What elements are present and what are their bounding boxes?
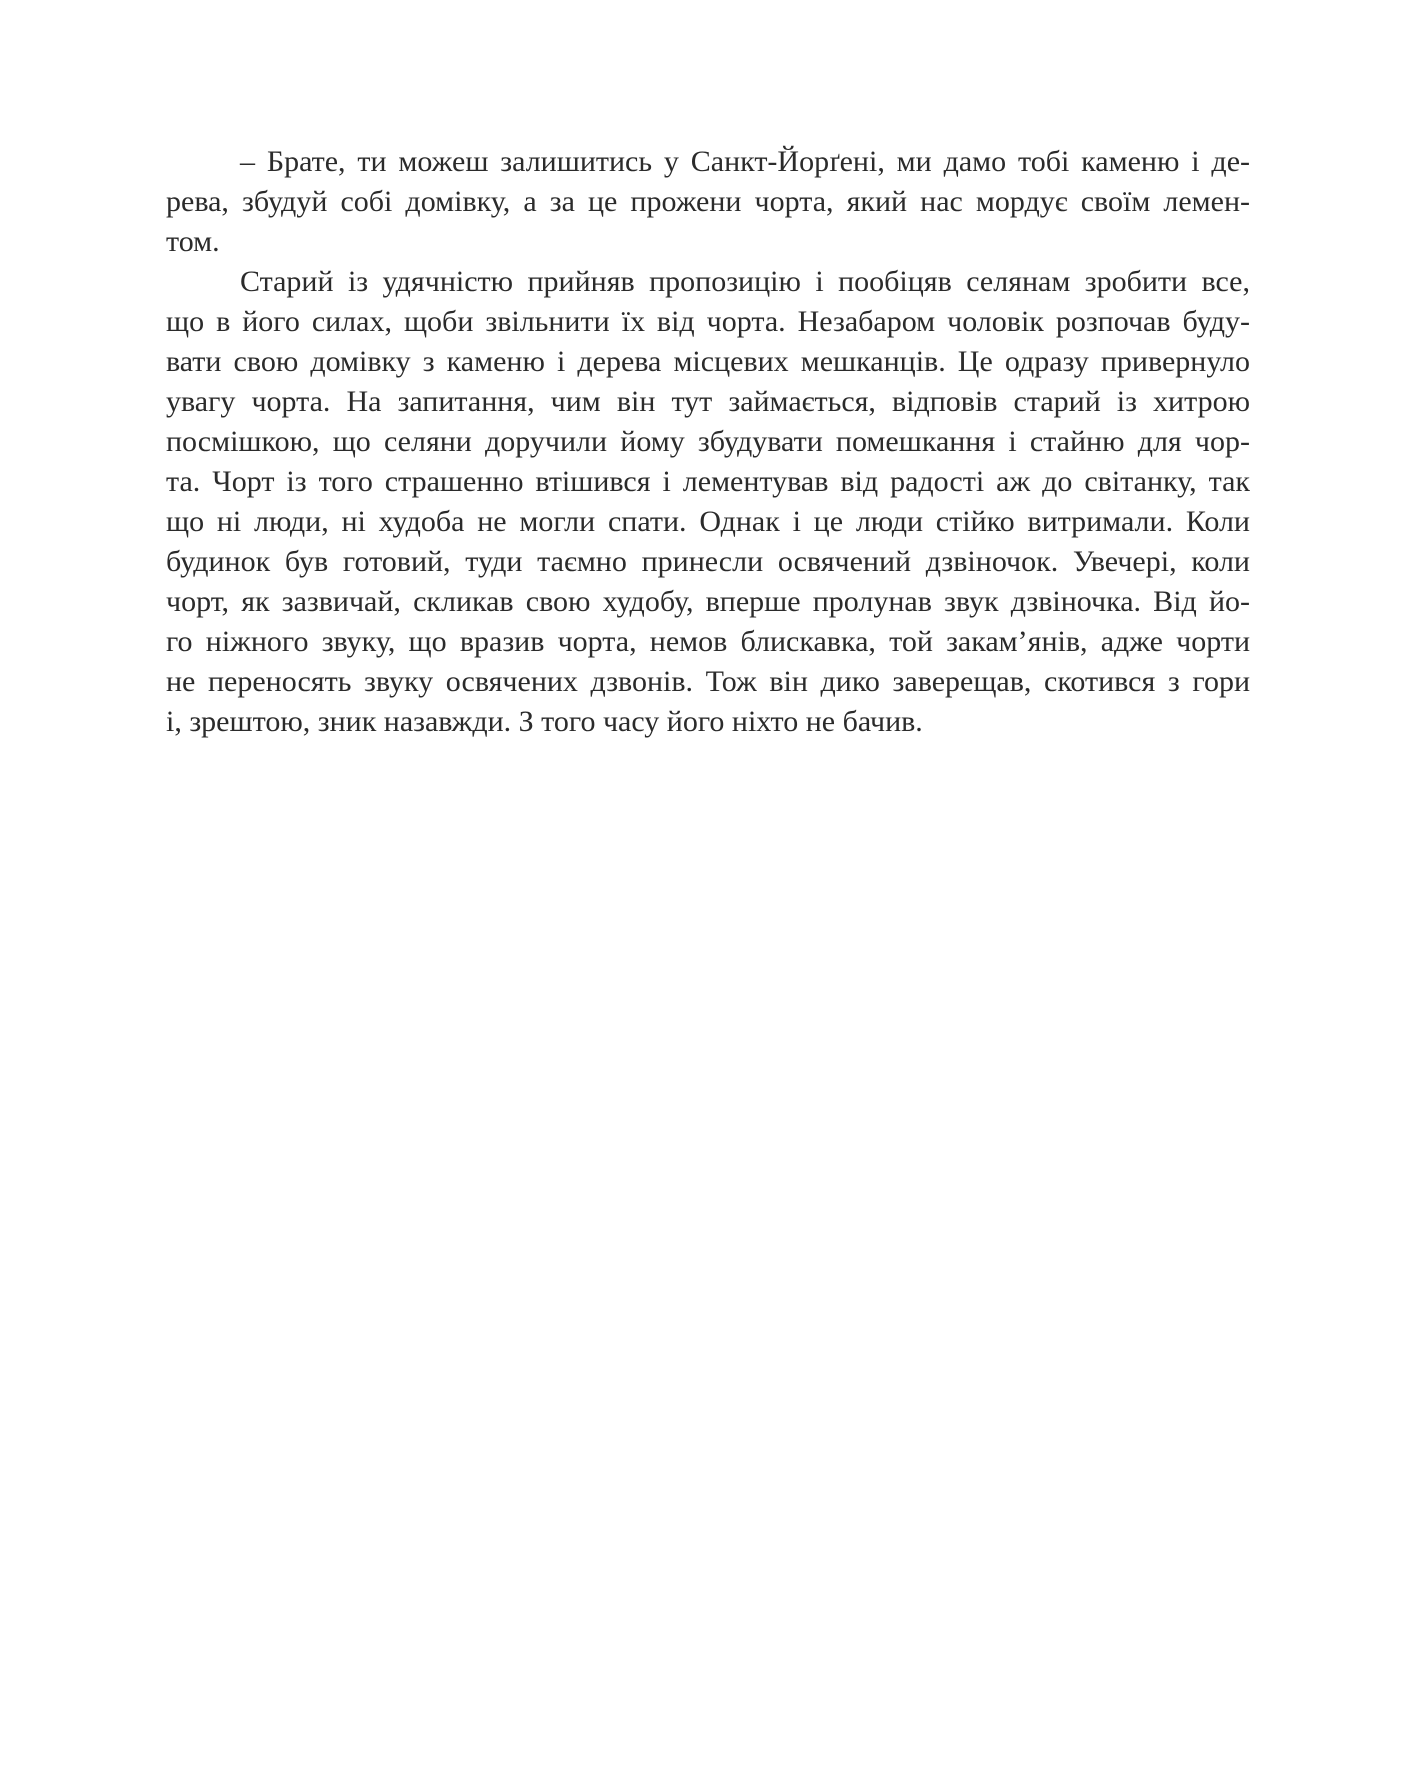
text-line: чорт, як зазвичай, скликав свою худобу, вперше пролунав звук дзвіночка. Від йо-: [166, 585, 1250, 618]
text-line: і, зрештою, зник назавжди. З того часу його ніхто не бачив.: [166, 705, 923, 738]
text-line: го ніжного звуку, що вразив чорта, немов блискавка, той закам’янів, адже чорти: [166, 625, 1250, 658]
text-line: що ні люди, ні худоба не могли спати. Однак і це люди стійко витримали. Коли: [166, 505, 1250, 538]
text-line: рева, збудуй собі домівку, а за це прожени чорта, який нас мордує своїм лемен-: [166, 185, 1250, 218]
text-line: том.: [166, 225, 220, 258]
paragraph-1: [166, 142, 1250, 262]
text-line: та. Чорт із того страшенно втішився і лементував від радості аж до світанку, так: [166, 465, 1250, 498]
text-line: Старий із удячністю прийняв пропозицію і пообіцяв селянам зробити все,: [240, 265, 1250, 298]
text-line: – Брате, ти можеш залишитись у Санкт-Йорґені, ми дамо тобі каменю і де-: [240, 145, 1250, 178]
text-line: вати свою домівку з каменю і дерева місцевих мешканців. Це одразу привернуло: [166, 345, 1250, 378]
body-text: [166, 142, 1250, 742]
text-line: увагу чорта. На запитання, чим він тут займається, відповів старий із хитрою: [166, 385, 1250, 418]
text-line: не переносять звуку освячених дзвонів. Тож він дико заверещав, скотився з гори: [166, 665, 1250, 698]
text-line: посмішкою, що селяни доручили йому збудувати помешкання і стайню для чор-: [166, 425, 1250, 458]
paragraph-2: [166, 262, 1250, 742]
text-line: будинок був готовий, туди таємно принесли освячений дзвіночок. Увечері, коли: [166, 545, 1250, 578]
text-line: що в його силах, щоби звільнити їх від чорта. Незабаром чоловік розпочав буду-: [166, 305, 1250, 338]
